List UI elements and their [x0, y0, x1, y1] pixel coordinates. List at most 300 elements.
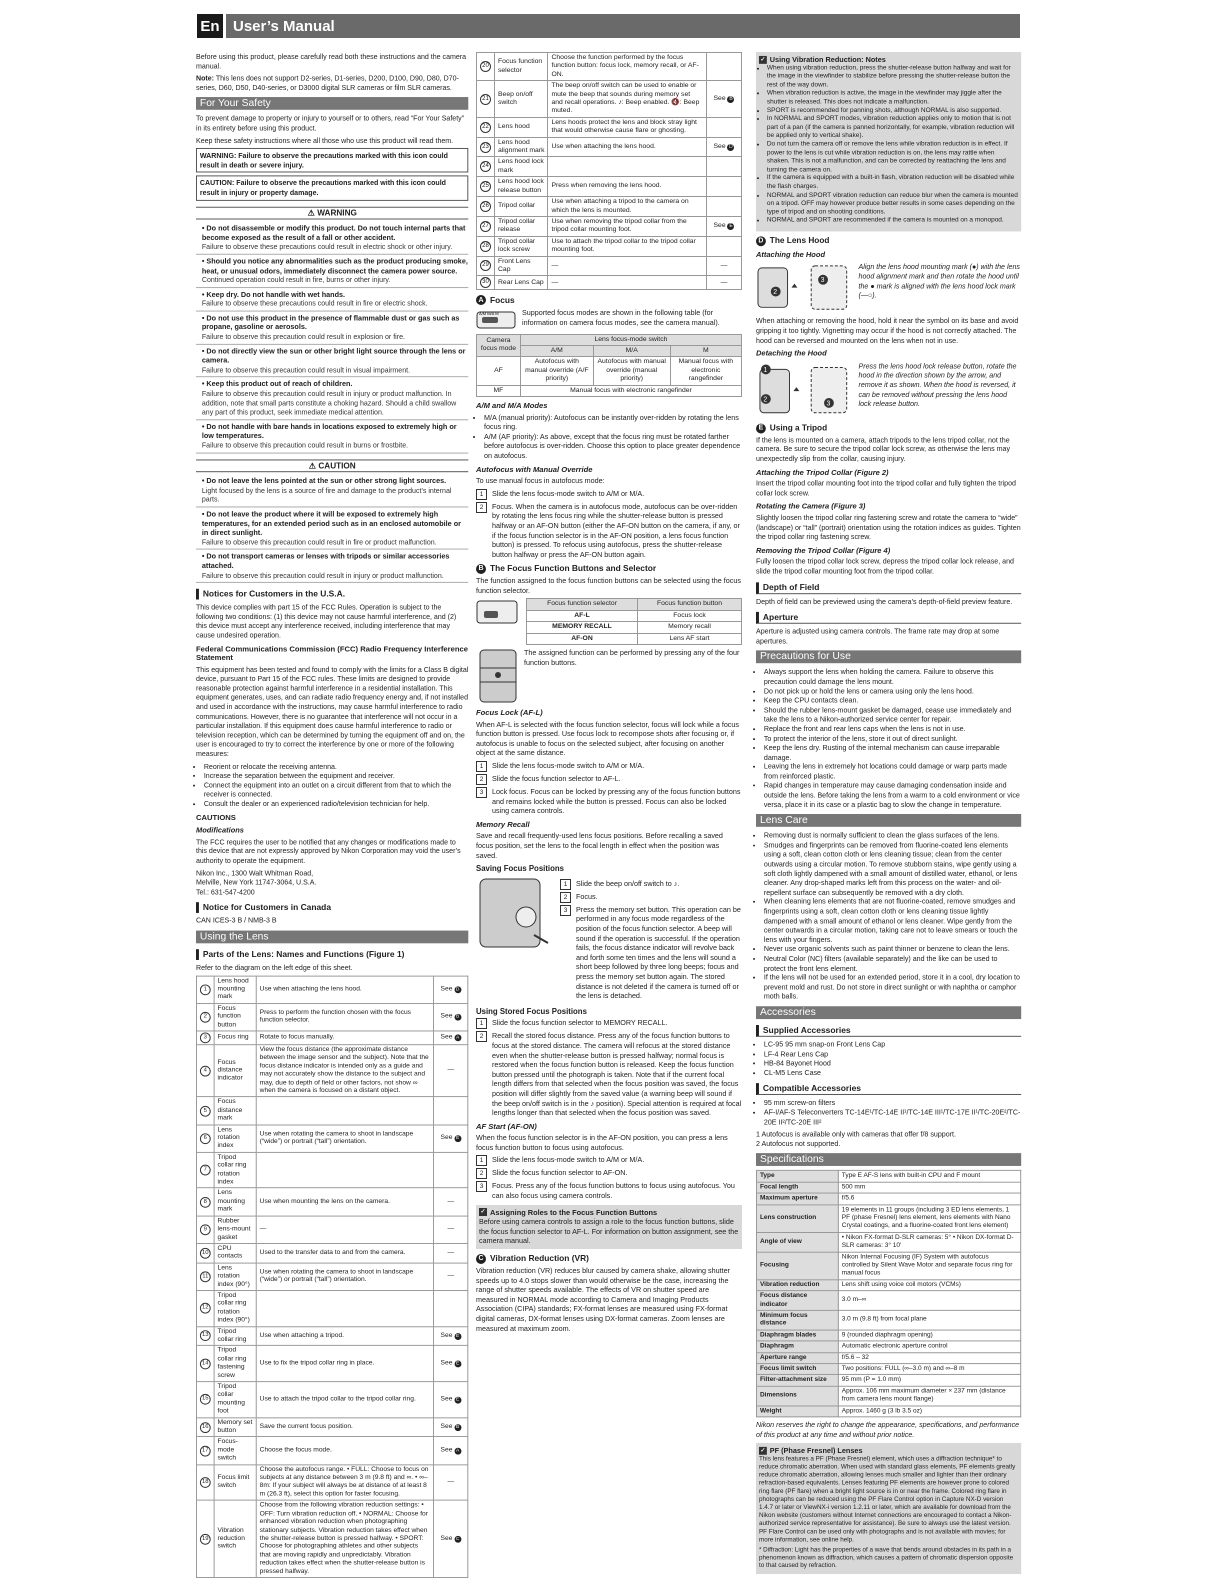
safety-item-title: • Do not handle with bare hands in locations exposed to extremely high or low temperatures. [201, 422, 457, 441]
part-name: Tripod collar [495, 197, 548, 217]
part-name: Lens hood mounting mark [214, 976, 256, 1004]
part-number: 16 [200, 1422, 211, 1433]
pf-footnote: * Diffraction: Light has the properties of a wave that bends around obstacles in its path in a phenomenon known as diffraction, which causes a pattern of chromatic dispersion opposite to that caused by refraction. [758, 1546, 1014, 1570]
table-row [196, 1263, 467, 1291]
list-item: • LC-95 95 mm snap-on Front Lens Cap [764, 1040, 1021, 1049]
care-list [756, 831, 1021, 1001]
list-item: • CL-M5 Lens Case [764, 1068, 1021, 1077]
fcc-heading: Federal Communications Commission (FCC) Radio Frequency Interference Statement [196, 644, 469, 663]
part-number: 1 [200, 984, 211, 995]
memory-set-illustration [476, 877, 556, 949]
list-item: • Never use organic solvents such as paint thinner or benzene to clean the lens. [764, 945, 1021, 954]
part-name: Tripod collar ring rotation index (90°) [214, 1290, 256, 1326]
safety-item-text: Failure to observe this precaution could result in burns or frostbite. [201, 440, 409, 450]
fcc-list [196, 762, 468, 809]
list-item: • Connect the equipment into an outlet on a circuit different from that to which the receiver is connected. [204, 781, 469, 800]
spec-label: Focusing [756, 1252, 838, 1280]
table-row [477, 216, 742, 236]
section-ref-icon: E [456, 1135, 460, 1142]
step: 1 Slide the lens focus-mode switch to A/M or M/A. [476, 761, 742, 772]
part-reference: See C [434, 1500, 468, 1577]
step: 3 Focus. Press any of the focus function buttons to focus using autofocus. You can also focus using camera controls. [476, 1181, 742, 1200]
canada-notice-text: CAN ICES-3 B / NMB-3 B [196, 916, 277, 926]
list-item: • SPORT is recommended for panning shots, although NORMAL is also supported. [767, 107, 1018, 115]
part-description: Lens hoods protect the lens and block stray light that would otherwise cause flare or ghosting. [548, 117, 707, 137]
part-number: 23 [480, 142, 491, 153]
part-name: Lens mounting mark [214, 1188, 256, 1216]
spec-label: Diaphragm [756, 1341, 838, 1352]
part-description: Use when rotating the camera to shoot in landscape (“wide”) or portrait (“tall”) orientation. [256, 1263, 433, 1291]
safety-item-title: • Do not transport cameras or lenses with tripods or similar accessories attached. [201, 551, 450, 571]
lens-barrel-illustration [476, 648, 520, 704]
spec-value: Type E AF-S lens with built-in CPU and F mount [838, 1171, 1020, 1182]
part-description: Use when removing the tripod collar from the tripod collar mounting foot. [548, 216, 707, 236]
part-description: The beep on/off switch can be used to enable or mute the beep that sounds during memory set and recall operations. ♪: Beep enabled. 🔇: Beep muted. [548, 81, 707, 118]
column-1 [196, 52, 468, 1578]
part-description: — [548, 276, 707, 290]
focus-function-heading: B The Focus Function Buttons and Selector [476, 564, 742, 574]
check-icon: ✓ [480, 1209, 486, 1216]
caution-legend-box [196, 176, 468, 201]
spec-label: Diaphragm blades [756, 1330, 838, 1341]
focus-lock-heading: Focus Lock (AF-L) [476, 708, 543, 718]
part-name: Focus function button [214, 1003, 256, 1031]
part-reference: — [434, 1465, 468, 1501]
svg-text:2: 2 [773, 289, 778, 297]
table-header: M/A [593, 345, 670, 356]
part-number: 24 [480, 161, 491, 172]
part-name: Tripod collar ring fastening screw [214, 1346, 256, 1382]
list-item: • LF-4 Rear Lens Cap [764, 1049, 1021, 1058]
af-start-text: When the focus function selector is in the AF-ON position, you can press a lens focus function button to focus using autofocus. [476, 1133, 728, 1152]
aperture-text: Aperture is adjusted using camera controls. The frame rate may drop at some apertures. [756, 626, 1000, 646]
section-title-using: Using the Lens [196, 931, 468, 944]
part-reference: See E [434, 1326, 468, 1345]
detach-hood-illustration [756, 361, 855, 418]
part-name: Tripod collar release [495, 216, 548, 236]
modifications-text: The FCC requires the user to be notified that any changes or modifications made to this device that are not expressly approved by Nikon Corporation may void the user’s authority to operate the equipment. [196, 837, 461, 865]
warning-legend: WARNING: Failure to observe the precautions marked with this icon could result in death or severe injury. [199, 151, 448, 170]
table-row [196, 1188, 467, 1216]
manual-override-heading: Autofocus with Manual Override [476, 464, 593, 474]
figure-4-heading: Removing the Tripod Collar (Figure 4) [756, 545, 891, 555]
aperture-title: Aperture [756, 612, 1021, 624]
part-description: View the focus distance (the approximate distance between the image sensor and the subject). Note that the focus distance indicator is intended only as a guide and may not accurately show the distance to the subject and may, due to depth of field or other factors, not show ∞ when the camera is focused on a distant object. [256, 1045, 433, 1097]
part-number: 26 [480, 201, 491, 212]
pf-note-text: This lens features a PF (Phase Fresnel) element, which uses a diffraction technique* to reduce chromatic aberration. When used with standard glass elements, PF elements greatly reduce chromatic aberration, allowing lenses much smaller and lighter than their ordinary refraction-based equivalents. Lenses featuring PF elements are however prone to colored ring flare (PF flare) when a bright light source is in or near the frame. Colored ring flare in photographs can be reduced using the PF Flare Control option in Capture NX-D version 1.4.7 or later or ViewNX-i version 1.2.11 or later, which are available for download from the Nikon website (customers without Internet connections are encouraged to contact a Nikon-authorized service representative for assistance). Be sure to always use the latest version. PF Flare Control can be used only with photographs and is not available with movies; for more information, see online help. [758, 1455, 1016, 1544]
section-ref-icon: A [456, 1034, 460, 1041]
focus-heading: A Focus [476, 295, 742, 305]
section-ref-icon: D [729, 143, 733, 150]
caution-heading: ⚠ CAUTION [196, 459, 468, 472]
table-header: Camera focus mode [477, 334, 521, 357]
spec-value: f/5.6 [838, 1193, 1020, 1204]
part-number: 12 [200, 1303, 211, 1314]
part-description: Use when mounting the lens on the camera. [256, 1188, 433, 1216]
part-description: Choose the focus mode. [256, 1437, 433, 1465]
part-reference: — [707, 256, 742, 276]
table-row [196, 1097, 467, 1125]
table-row [477, 81, 742, 118]
vr-heading: C Vibration Reduction (VR) [476, 1254, 742, 1264]
list-item: • NORMAL and SPORT vibration reduction can reduce blur when the camera is mounted on a tripod. OFF may however produce better results in some cases depending on the type of tripod and on shooting conditions. [767, 191, 1018, 216]
canada-notice-title: Notice for Customers in Canada [196, 903, 468, 914]
table-row [196, 1125, 467, 1153]
parts-title: Parts of the Lens: Names and Functions (Figure 1) [196, 949, 468, 960]
table-row [196, 1500, 467, 1577]
list-item: • Keep the CPU contacts clean. [764, 696, 1021, 705]
section-ref-icon: B [456, 1013, 460, 1020]
safety-item-text: Light focused by the lens is a source of fire and damage to the product’s internal parts. [201, 485, 452, 504]
list-item: • To protect the interior of the lens, store it out of direct sunlight. [764, 734, 1021, 743]
table-row [756, 1232, 1020, 1252]
list-item: • Should the rubber lens-mount gasket be damaged, cease use immediately and take the lens to a Nikon-authorized service center for repair. [764, 705, 1021, 724]
caution-legend: CAUTION: Failure to observe the precautions marked with this icon could result in injury or property damage. [199, 178, 446, 197]
safety-item [196, 222, 468, 255]
list-item: • Always support the lens when holding the camera. Failure to observe this precaution could damage the lens mount. [764, 667, 1021, 686]
table-row [196, 1465, 467, 1501]
table-row [756, 1171, 1020, 1182]
tripod-heading: E Using a Tripod [756, 423, 1021, 433]
figure-2-heading: Attaching the Tripod Collar (Figure 2) [756, 467, 889, 477]
specifications-table [756, 1170, 1021, 1417]
part-description: Press to perform the function chosen with the focus function selector. [256, 1003, 433, 1031]
caution-list [196, 474, 468, 583]
part-number: 15 [200, 1394, 211, 1405]
list-item: • Do not turn the camera off or remove the lens while vibration reduction is in effect. If power to the lens is cut while vibration reduction is on, the lens may rattle when shaken. This is not a malfunction, and can be corrected by reattaching the lens and turning the camera on. [767, 141, 1018, 175]
page-title: User’s Manual [226, 14, 1020, 38]
warning-heading: ⚠ WARNING [196, 206, 468, 219]
list-item: • Leaving the lens in extremely hot locations could damage or warp parts made from reinforced plastic. [764, 762, 1021, 781]
focus-function-table [526, 598, 742, 645]
spec-value: Lens shift using voice coil motors (VCMs) [838, 1280, 1020, 1291]
step: 1 Slide the beep on/off switch to ♪. [560, 879, 742, 890]
part-number: 25 [480, 181, 491, 192]
part-description [256, 1152, 433, 1188]
section-title-precautions: Precautions for Use [756, 651, 1021, 664]
part-number: 29 [480, 260, 491, 271]
spec-label: Dimensions [756, 1386, 838, 1406]
spec-value: 95 mm (P = 1.0 mm) [838, 1375, 1020, 1386]
list-item: • Smudges and fingerprints can be removed from fluorine-coated lens elements using a soft, clean cotton cloth or lens cleaning tissue; clean from the center outwards using a circular motion. To remove stubborn stains, wipe gently using a soft cloth lightly dampened with a small amount of distilled water, ethanol, or lens cleaner. Any drop-shaped marks left from this process on the water- and oil-repellent surface can subsequently be removed with a dry cloth. [764, 840, 1021, 897]
pf-note: ✓ PF (Phase Fresnel) Lenses This lens features a PF (Phase Fresnel) element, which uses a diffraction technique* to reduce chromatic aberration. When used with standard glass elements, PF elements greatly reduce chromatic aberration, allowing lenses much smaller and lighter than their ordinary refraction-based equivalents. Lenses featuring PF elements are however prone to colored ring flare (PF flare) when a bright light source is in or near the frame. Colored ring flare in photographs can be reduced using the PF Flare Control option in Capture NX-D version 1.4.7 or later or ViewNX-i version 1.2.11 or later, which are available for download from the Nikon website (customers without Internet connections are encouraged to contact a Nikon-authorized service representative for assistance). Be sure to always use the latest version. PF Flare Control can be used only with photographs and is not available with movies; for more information, see online help. * Diffraction: Light has the properties of a wave that bends around obstacles in its path in a phenomenon known as diffraction, which causes a pattern of chromatic dispersion opposite to that caused by refraction. [756, 1443, 1021, 1574]
step: 2 Slide the focus function selector to AF-L. [476, 774, 742, 785]
part-reference: See D [707, 137, 742, 157]
spec-label: Angle of view [756, 1232, 838, 1252]
safety-item [196, 474, 468, 507]
table-row: MF Manual focus with electronic rangefinder [477, 385, 742, 396]
part-reference: See B [434, 1003, 468, 1031]
list-item: • 95 mm screw-on filters [764, 1098, 1021, 1107]
part-number: 3 [200, 1032, 211, 1043]
table-row [196, 1382, 467, 1418]
vr-text: Vibration reduction (VR) reduces blur caused by camera shake, allowing shutter speeds up to 4.0 stops slower than would otherwise be the case, increasing the range of shutter speeds available. The effects of VR on shutter speed are measured in NORMAL mode according to Camera and Imaging Products Association (CIPA) standards; FX-format lenses are measured using FX-format digital cameras, DX-format lenses using DX-format cameras. Zoom lenses are measured at maximum zoom. [476, 1266, 730, 1333]
part-number: 18 [200, 1477, 211, 1488]
step: 3 Press the memory set button. This operation can be performed in any focus mode regardless of the position of the focus function selector. A beep will sound if the operation is successful. If the operation fails, the focus distance indicator will revolve back and forth some ten times and the lens will sound a short beep followed by three long beeps; focus and press the memory set button again. The stored distance is not deleted if the camera is turned off or the lens is detached. [560, 905, 742, 1001]
attach-hood-illustration [756, 262, 855, 313]
part-reference: See A [434, 1437, 468, 1465]
assign-note: ✓ Assigning Roles to the Focus Function Buttons Before using camera controls to assign a role to the focus function buttons, slide the focus function selector to AF-L. For information on button assignment, see the camera manual. [476, 1205, 742, 1249]
part-reference [707, 236, 742, 256]
part-reference: See E [434, 1125, 468, 1153]
section-ref-icon: B [729, 95, 733, 102]
table-row [477, 117, 742, 137]
part-reference [707, 53, 742, 81]
list-item: • NORMAL and SPORT are recommended if the camera is mounted on a monopod. [767, 217, 1018, 225]
part-name: Front Lens Cap [495, 256, 548, 276]
safety-item [196, 378, 468, 420]
us-notice-text: This device complies with part 15 of the FCC Rules. Operation is subject to the following two conditions: (1) this device may not cause harmful interference, and (2) this device must accept any interference received, including interference that may cause undesired operation. [196, 602, 457, 640]
safety-item-text: Failure to observe this precaution could result in injury or product malfunction. [201, 570, 444, 580]
table-row [477, 157, 742, 177]
table-row [477, 137, 742, 157]
table-row [196, 1216, 467, 1244]
memory-recall-heading: Memory Recall [476, 819, 530, 829]
table-row [756, 1330, 1020, 1341]
compatible-accessories-title: Compatible Accessories [756, 1083, 1021, 1095]
part-reference: — [434, 1243, 468, 1262]
safety-item-text: Failure to observe this precaution could result in injury or product malfunction. In addition, note that small parts constitute a choking hazard. Should a child swallow any part of this product, seek immediate medical attention. [201, 388, 457, 417]
table-header: Focus function button [638, 599, 742, 610]
part-description: Save the current focus position. [256, 1417, 433, 1436]
table-row [756, 1310, 1020, 1330]
section-ref-icon: E [456, 1332, 460, 1339]
part-number: 10 [200, 1248, 211, 1259]
safety-text-2: Keep these safety instructions where all those who use this product will read them. [196, 135, 454, 145]
part-number: 11 [200, 1271, 211, 1282]
part-name: Lens hood alignment mark [495, 137, 548, 157]
part-description: — [256, 1216, 433, 1244]
part-reference [707, 157, 742, 177]
table-row [477, 197, 742, 217]
svg-text:2: 2 [763, 396, 768, 404]
part-description: — [548, 256, 707, 276]
spec-value: Nikon Internal Focusing (IF) System with autofocus controlled by Silent Wave Motor and separate focus ring for manual focus [838, 1252, 1020, 1280]
table-row [756, 1193, 1020, 1204]
section-ref-icon: D [455, 986, 460, 993]
svg-text:1: 1 [763, 366, 768, 374]
using-stored-heading: Using Stored Focus Positions [476, 1006, 587, 1016]
spec-label: Maximum aperture [756, 1193, 838, 1204]
part-number: 4 [200, 1065, 211, 1076]
part-description: Use when attaching a tripod to the camera on which the lens is mounted. [548, 197, 707, 217]
table-row [756, 1341, 1020, 1352]
spec-value: • Nikon FX-format D-SLR cameras: 5° • Nikon DX-format D-SLR cameras: 3° 10′ [838, 1232, 1020, 1252]
part-description: Use when attaching the lens hood. [256, 976, 433, 1004]
focus-function-text: The function assigned to the focus function buttons can be selected using the focus function selector. [476, 576, 741, 595]
spec-label: Weight [756, 1406, 838, 1417]
part-name: Rear Lens Cap [495, 276, 548, 290]
table-row [196, 1243, 467, 1262]
part-name: Lens rotation index [214, 1125, 256, 1153]
section-title-care: Lens Care [756, 814, 1021, 827]
safety-item-title: • Do not disassemble or modify this product. Do not touch internal parts that become exposed as the result of a fall or other accident. [201, 223, 466, 242]
part-name: Rubber lens-mount gasket [214, 1216, 256, 1244]
part-name: CPU contacts [214, 1243, 256, 1262]
svg-text:A/M M/A M: A/M M/A M [479, 311, 499, 317]
table-header: M [670, 345, 741, 356]
part-name: Tripod collar lock screw [495, 236, 548, 256]
table-row [756, 1364, 1020, 1375]
figure-3-heading: Rotating the Camera (Figure 3) [756, 501, 866, 511]
attach-hood-text: Align the lens hood mounting mark (●) with the lens hood alignment mark and then rotate the hood until the ● mark is aligned with the lens hood lock mark (—○). [858, 262, 1020, 300]
intro-text: Before using this product, please carefully read both these instructions and the camera manual. [196, 52, 467, 71]
part-reference: See D [434, 976, 468, 1004]
part-name: Lens hood lock release button [495, 177, 548, 197]
focus-lock-text: When AF-L is selected with the focus function selector, focus will lock while a focus function button is pressed. Use focus lock to recompose shots after focusing or, if autofocus is unable to focus on the selected subject, after focusing on another object at the same distance. [476, 719, 739, 758]
fcc-text: This equipment has been tested and found to comply with the limits for a Class B digital device, pursuant to Part 15 of the FCC rules. These limits are designed to provide reasonable protection against harmful interference in a residential installation. This equipment generates, uses, and can radiate radio frequency energy and, if not installed and used in accordance with the instructions, may cause harmful interference to radio communications. However, there is no guarantee that interference will not occur in a particular installation. If this equipment does cause harmful interference to radio or television reception, which can be determined by turning the equipment off and on, the user is encouraged to try to correct the interference by one or more of the following measures: [196, 664, 469, 759]
attach-hood-text-2: When attaching or removing the hood, hold it near the symbol on its base and avoid gripping it too tightly. Vignetting may occur if the hood is not correctly attached. The hood can be reversed and mounted on the lens when not in use. [756, 316, 1019, 345]
list-item: • In NORMAL and SPORT modes, vibration reduction applies only to motion that is not part of a pan (if the camera is panned horizontally, for example, vibration reduction will be applied only to vertical shake). [767, 115, 1018, 140]
part-reference: See B [434, 1417, 468, 1436]
section-ref-icon: E [456, 1360, 460, 1367]
spec-label: Aperture range [756, 1352, 838, 1363]
list-item: • If the lens will not be used for an extended period, store it in a cool, dry location to prevent mold and rust. Do not store in direct sunlight or with naphtha or camphor moth balls. [764, 973, 1021, 1001]
table-row [196, 1326, 467, 1345]
spec-value: 3.0 m–∞ [838, 1291, 1020, 1311]
column-2 [476, 52, 742, 1336]
supplied-accessories-title: Supplied Accessories [756, 1025, 1021, 1037]
table-header: Lens focus-mode switch [520, 334, 741, 345]
part-name: Tripod collar ring rotation index [214, 1152, 256, 1188]
column-3 [756, 52, 1021, 1578]
list-item: • Replace the front and rear lens caps when the lens is not in use. [764, 724, 1021, 733]
part-reference [707, 117, 742, 137]
table-row [477, 256, 742, 276]
table-row: AF-L Focus lock [527, 610, 742, 621]
table-row: MEMORY RECALL Memory recall [527, 622, 742, 633]
list-item: • Consult the dealer or an experienced radio/television technician for help. [204, 799, 469, 808]
precautions-list [756, 667, 1021, 809]
table-row [196, 1437, 467, 1465]
list-item: • Increase the separation between the equipment and receiver. [204, 771, 469, 780]
table-row [477, 236, 742, 256]
part-reference: — [434, 1188, 468, 1216]
vr-notes: ✓ Using Vibration Reduction: Notes • When using vibration reduction, press the shutter-release button halfway and wait for the image in the viewfinder to stabilize before pressing the shutter-release button the rest of the way down. • When vibration reduction is active, the image in the viewfinder may jiggle after the shutter is released. This does not indicate a malfunction. • SPORT is recommended for panning shots, although NORMAL is also supported. • In NORMAL and SPORT modes, vibration reduction applies only to motion that is not part of a pan (if the camera is panned horizontally, for example, vibration reduction will be applied only to vertical shake). • Do not turn the camera off or remove the lens while vibration reduction is in effect. If power to the lens is cut while vibration reduction is on, the lens may rattle when shaken. This is not a malfunction, and can be corrected by reattaching the lens and turning the camera on. • If the camera is equipped with a built-in flash, vibration reduction will be disabled while the flash charges. • NORMAL and SPORT vibration reduction can reduce blur when the camera is mounted on a tripod. OFF may however produce better results in some cases depending on the type of tripod and on shooting conditions. • NORMAL and SPORT are recommended if the camera is mounted on a monopod. [756, 52, 1021, 231]
safety-item [196, 345, 468, 378]
safety-item [196, 550, 468, 583]
part-name: Memory set button [214, 1417, 256, 1436]
table-row [756, 1204, 1020, 1232]
list-item: • AF-I/AF-S Teleconverters TC-14E¹/TC-14E II¹/TC-14E III¹/TC-17E II¹/TC-20E²/TC-20E II²/TC-20E III² [764, 1108, 1021, 1127]
part-name: Lens hood lock mark [495, 157, 548, 177]
focus-intro [476, 308, 742, 330]
memory-recall-text: Save and recall frequently-used lens focus positions. Before recalling a saved focus position, set the lens to the focal length in effect when the position was saved. [476, 831, 723, 860]
saving-focus-steps [560, 877, 742, 1003]
part-description: Use when rotating the camera to shoot in landscape (“wide”) or portrait (“tall”) orientation. [256, 1125, 433, 1153]
part-description: Use to attach the tripod collar to the tripod collar ring. [256, 1382, 433, 1418]
section-ref-icon: C [455, 1535, 460, 1542]
part-reference: See A [434, 1031, 468, 1045]
list-item: • Do not pick up or hold the lens or camera using only the lens hood. [764, 686, 1021, 695]
warning-list [196, 222, 468, 454]
table-row: AF Autofocus with manual override (A/F priority) Autofocus with manual override (manual priority) Manual focus with electronic rangefinder [477, 357, 742, 385]
figure-2-text: Insert the tripod collar mounting foot into the tripod collar and fully tighten the tripod collar lock screw. [756, 479, 1016, 498]
part-reference: — [434, 1263, 468, 1291]
part-name: Lens rotation index (90°) [214, 1263, 256, 1291]
part-description [548, 157, 707, 177]
depth-of-field-title: Depth of Field [756, 582, 1021, 594]
spec-value: 3.0 m (9.8 ft) from focal plane [838, 1310, 1020, 1330]
safety-item-title: • Do not directly view the sun or other bright light source through the lens or camera. [201, 346, 466, 365]
table-row [477, 53, 742, 81]
step: 1 Slide the lens focus-mode switch to A/M or M/A. [476, 489, 742, 500]
part-description: Rotate to focus manually. [256, 1031, 433, 1045]
am-ma-heading: A/M and M/A Modes [476, 400, 548, 410]
safety-item-title: • Do not use this product in the presence of flammable dust or gas such as propane, gasoline or aerosols. [201, 313, 460, 332]
address: Nikon Inc., 1300 Walt Whitman Road, Melville, New York 11747-3064, U.S.A. Tel.: 631-547-4200 [196, 868, 317, 897]
part-reference: See E [434, 1346, 468, 1382]
safety-item [196, 255, 468, 288]
part-number: 28 [480, 241, 491, 252]
spec-value: Approx. 106 mm maximum diameter × 237 mm (distance from camera lens mount flange) [838, 1386, 1020, 1406]
part-reference: See E [434, 1382, 468, 1418]
part-number: 13 [200, 1331, 211, 1342]
section-ref-icon: B [456, 1424, 460, 1430]
saving-focus-row [476, 877, 742, 1003]
safety-text: To prevent damage to property or injury to yourself or to others, read “For Your Safety” in its entirety before using this product. [196, 114, 465, 133]
part-number: 8 [200, 1197, 211, 1208]
section-title-accessories: Accessories [756, 1006, 1021, 1019]
parts-table [196, 975, 468, 1578]
am-ma-list [476, 413, 742, 461]
spec-label: Lens construction [756, 1204, 838, 1232]
part-reference: — [707, 276, 742, 290]
assign-note-text: Before using camera controls to assign a role to the focus function buttons, slide the focus function selector to AF-L. For information on button assignment, see the camera manual. [479, 1217, 739, 1246]
function-buttons-row [476, 648, 742, 704]
lens-hood-heading: D The Lens Hood [756, 236, 1021, 246]
part-description: Press when removing the lens hood. [548, 177, 707, 197]
list-item: • Removing dust is normally sufficient to clean the glass surfaces of the lens. [764, 831, 1021, 840]
figure-3-text: Slightly loosen the tripod collar ring fastening screw and rotate the camera to “wide” (landscape) or “tall” (portrait) orientation using the rotation indices as guides. Tighten the tripod collar ring fastening screw. [756, 513, 1021, 542]
section-title-specifications: Specifications [756, 1153, 1021, 1166]
list-item: • A/M (AF priority): As above, except that the focus ring must be rotated farther before autofocus is over-ridden. Choose this option to place greater dependence on autofocus. [484, 432, 742, 461]
part-reference: See E [707, 216, 742, 236]
part-reference [707, 197, 742, 217]
spec-label: Focal length [756, 1182, 838, 1193]
part-reference [434, 1152, 468, 1188]
section-ref-icon: E [729, 223, 733, 230]
part-number: 7 [200, 1165, 211, 1176]
saving-focus-heading: Saving Focus Positions [476, 864, 564, 874]
list-item: • HB-84 Bayonet Hood [764, 1059, 1021, 1068]
focus-mode-switch-icon [476, 308, 516, 330]
part-description: Use to attach the tripod collar to the tripod collar mounting foot. [548, 236, 707, 256]
safety-item-title: • Should you notice any abnormalities such as the product producing smoke, heat, or unusual odors, immediately disconnect the camera power source. [201, 256, 468, 275]
focus-function-selector-row [476, 598, 742, 645]
spec-value: Two positions: FULL (∞–3.0 m) and ∞–8 m [838, 1364, 1020, 1375]
part-name: Beep on/off switch [495, 81, 548, 118]
part-number: 30 [480, 277, 491, 288]
safety-item-title: • Keep this product out of reach of children. [201, 379, 353, 389]
detach-hood-heading: Detaching the Hood [756, 348, 827, 358]
spec-value: 19 elements in 11 groups (including 3 ED lens elements, 1 PF (phase Fresnel) lens element, lens elements with Nano Crystal coatings, and a fluorine-coated front lens element) [838, 1204, 1020, 1232]
section-ref-icon: E [456, 1396, 460, 1403]
safety-item-text: Failure to observe this precaution could result in fire or product malfunction. [201, 537, 437, 547]
table-row [756, 1280, 1020, 1291]
list-item: • When vibration reduction is active, the image in the viewfinder may jiggle after the shutter is released. This does not indicate a malfunction. [767, 90, 1018, 107]
svg-text:3: 3 [820, 277, 825, 285]
step: 2 Focus. [560, 892, 742, 903]
focus-function-selector-icon [476, 598, 518, 626]
part-description: Used to the transfer data to and from the camera. [256, 1243, 433, 1262]
part-description: Choose from the following vibration reduction settings: • OFF: Turn vibration reduction off. • NORMAL: Choose for enhanced vibration reduction when photographing stationary subjects. Vibration reduction takes effect when the shutter-release button is pressed halfway. • SPORT: Choose for photographing athletes and other subjects that are moving rapidly and unpredictably. Vibration reduction takes effect when the shutter-release button is pressed halfway. [256, 1500, 433, 1577]
page-header [197, 14, 1020, 38]
table-row [196, 1031, 467, 1045]
part-name: Focus ring [214, 1031, 256, 1045]
attach-hood-heading: Attaching the Hood [756, 250, 826, 259]
svg-text:3: 3 [826, 400, 831, 408]
